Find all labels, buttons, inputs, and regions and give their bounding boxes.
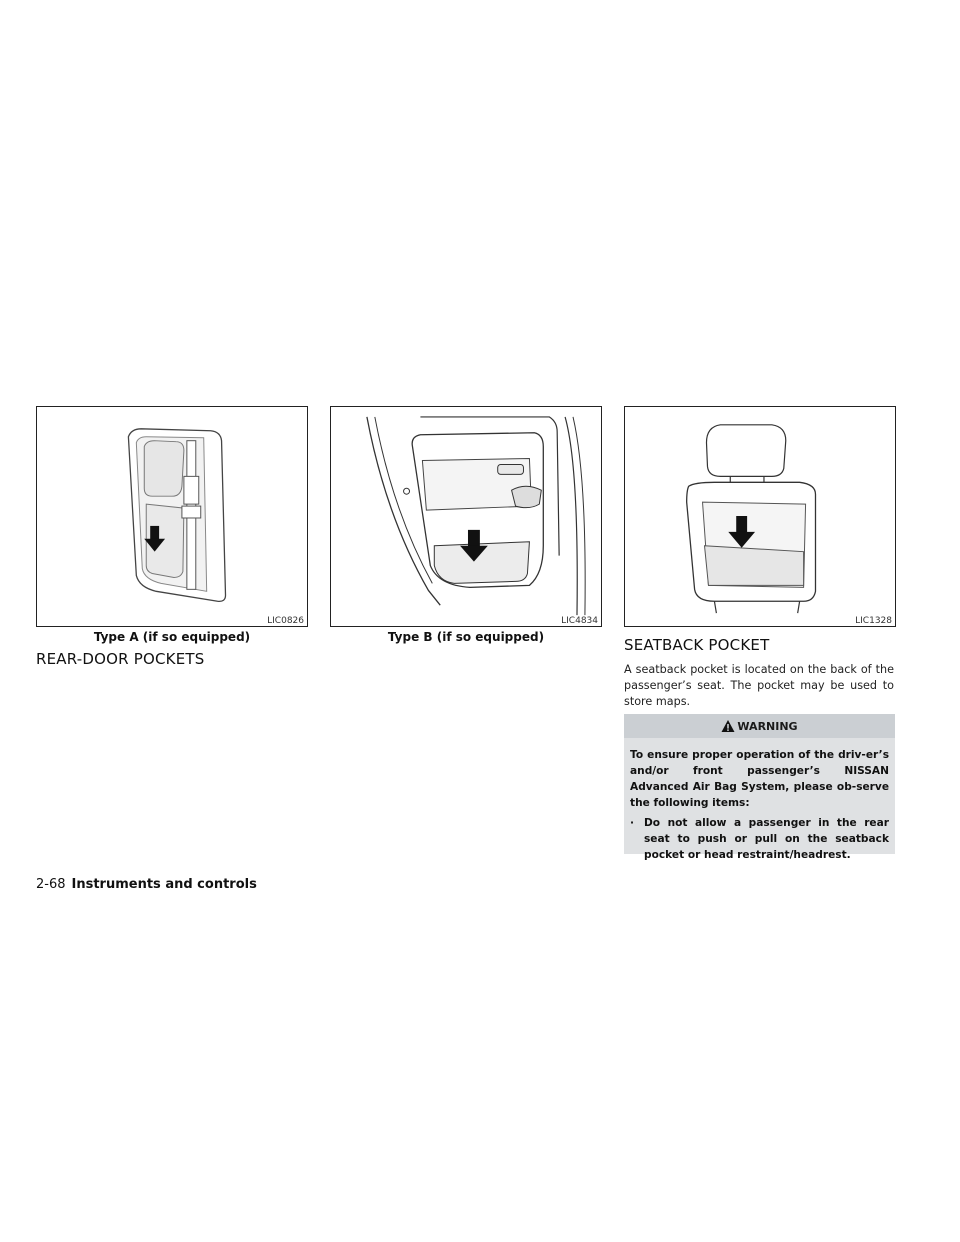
seatback-pocket-illustration [625, 407, 895, 626]
warning-icon [721, 719, 735, 733]
section-heading-seatback-pocket: SEATBACK POCKET [624, 636, 770, 654]
figure-caption: Type A (if so equipped) [93, 630, 251, 644]
warning-intro: To ensure proper operation of the driv-er’s and/or front passenger’s NISSAN Advanced Air Bag System, please ob-serve the following items: [630, 749, 889, 809]
figure-seatback [624, 406, 896, 627]
figure-type-a [36, 406, 308, 627]
page-footer [36, 877, 257, 892]
seatback-description: A seatback pocket is located on the back of the passenger’s seat. The pocket may be used to store maps. [624, 663, 894, 708]
figure-type-b [330, 406, 602, 627]
figure-code: LIC0826 [267, 616, 304, 626]
warning-body [624, 738, 895, 863]
rear-door-pocket-type-a-illustration [37, 407, 307, 626]
warning-header [624, 714, 895, 738]
bullet-marker: · [630, 817, 635, 829]
page-number: 2-68 [36, 877, 66, 892]
figure-caption: Type B (if so equipped) [387, 630, 545, 644]
warning-bullet [630, 815, 889, 863]
warning-box [624, 714, 895, 861]
rear-door-pocket-type-b-illustration [331, 407, 601, 626]
warning-bullet-text: Do not allow a passenger in the rear seat to push or pull on the seatback pocket or head restraint/headrest. [644, 817, 889, 861]
figure-code: LIC1328 [855, 616, 892, 626]
figure-code: LIC4834 [561, 616, 598, 626]
section-heading-rear-door-pockets: REAR-DOOR POCKETS [36, 650, 205, 668]
warning-title: WARNING [737, 719, 798, 733]
section-title: Instruments and controls [71, 877, 257, 892]
